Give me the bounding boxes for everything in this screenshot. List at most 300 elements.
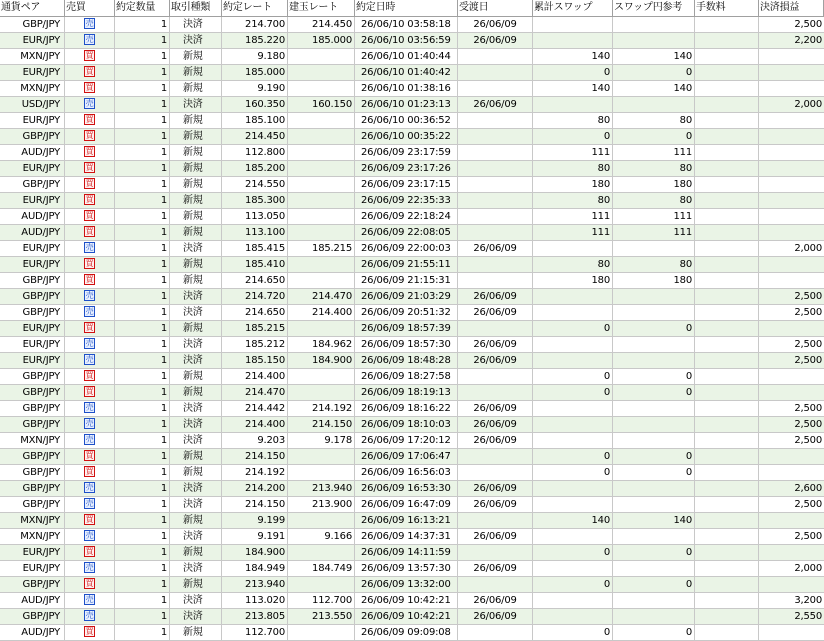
rate-cell: 214.150 bbox=[222, 497, 288, 512]
side-cell bbox=[65, 225, 115, 240]
rate-cell: 160.350 bbox=[222, 97, 288, 112]
close-rate-cell bbox=[288, 161, 355, 176]
side-cell bbox=[65, 609, 115, 624]
pl-cell bbox=[759, 385, 824, 400]
sell-badge-icon: 売 bbox=[85, 418, 94, 428]
rate-cell: 184.900 bbox=[222, 545, 288, 560]
qty-cell: 1 bbox=[115, 481, 170, 496]
table-row[interactable] bbox=[0, 257, 824, 273]
side-cell bbox=[65, 401, 115, 416]
rate-cell: 214.470 bbox=[222, 385, 288, 400]
fee-cell bbox=[695, 129, 759, 144]
close-rate-cell: 184.900 bbox=[288, 353, 355, 368]
pair-cell: EUR/JPY bbox=[0, 321, 65, 336]
swap-cell: 111 bbox=[533, 225, 613, 240]
date-cell: 26/06/09 21:55:11 bbox=[355, 257, 458, 272]
date-cell: 26/06/09 13:32:00 bbox=[355, 577, 458, 592]
pl-cell: 2,500 bbox=[794, 339, 822, 350]
close-rate-cell: 160.150 bbox=[288, 97, 355, 112]
header-pl[interactable]: 決済損益 bbox=[759, 0, 824, 16]
side-cell bbox=[65, 385, 115, 400]
table-row[interactable] bbox=[0, 577, 824, 593]
buy-badge-icon: 買 bbox=[85, 370, 94, 380]
swap-cell bbox=[533, 289, 613, 304]
pl-cell bbox=[759, 577, 824, 592]
side-cell bbox=[65, 417, 115, 432]
side-cell bbox=[65, 193, 115, 208]
fee-cell bbox=[695, 529, 759, 544]
table-row[interactable] bbox=[0, 337, 824, 353]
swap-ref-cell bbox=[613, 401, 695, 416]
swap-ref-cell: 0 bbox=[613, 625, 695, 640]
settle-cell: 26/06/09 bbox=[458, 353, 533, 368]
pair-cell: GBP/JPY bbox=[0, 289, 65, 304]
side-cell bbox=[65, 113, 115, 128]
fee-cell bbox=[695, 241, 759, 256]
fee-cell bbox=[695, 321, 759, 336]
table-row[interactable] bbox=[0, 193, 824, 209]
swap-cell bbox=[533, 17, 613, 32]
buy-badge-icon: 買 bbox=[85, 626, 94, 636]
date-cell: 26/06/10 01:40:42 bbox=[355, 65, 458, 80]
side-cell bbox=[65, 17, 115, 32]
close-rate-cell bbox=[288, 65, 355, 80]
pl-cell: 2,500 bbox=[794, 499, 822, 510]
pair-cell: GBP/JPY bbox=[0, 497, 65, 512]
settle-cell bbox=[458, 257, 533, 272]
date-cell: 26/06/09 22:00:03 bbox=[355, 241, 458, 256]
fee-cell bbox=[695, 353, 759, 368]
pl-cell bbox=[759, 161, 824, 176]
pair-cell: USD/JPY bbox=[0, 97, 65, 112]
close-rate-cell: 213.900 bbox=[288, 497, 355, 512]
table-row[interactable] bbox=[0, 305, 824, 321]
rate-cell: 185.215 bbox=[222, 321, 288, 336]
table-row[interactable] bbox=[0, 49, 824, 65]
buy-badge-icon: 買 bbox=[85, 466, 94, 476]
swap-ref-cell bbox=[613, 433, 695, 448]
type-cell: 決済 bbox=[170, 353, 222, 368]
swap-ref-cell: 111 bbox=[613, 225, 695, 240]
settle-cell bbox=[458, 369, 533, 384]
buy-badge-icon: 買 bbox=[85, 66, 94, 76]
close-rate-cell bbox=[288, 113, 355, 128]
settle-cell bbox=[458, 49, 533, 64]
pair-cell: GBP/JPY bbox=[0, 465, 65, 480]
settle-cell bbox=[458, 577, 533, 592]
table-row[interactable] bbox=[0, 33, 824, 49]
type-cell: 決済 bbox=[170, 33, 222, 48]
sell-badge-icon: 売 bbox=[85, 290, 94, 300]
pair-cell: EUR/JPY bbox=[0, 545, 65, 560]
type-cell: 新規 bbox=[170, 257, 222, 272]
header-fee[interactable]: 手数料 bbox=[695, 0, 759, 16]
date-cell: 26/06/09 22:18:24 bbox=[355, 209, 458, 224]
side-cell bbox=[65, 577, 115, 592]
swap-cell bbox=[533, 561, 613, 576]
rate-cell: 9.203 bbox=[222, 433, 288, 448]
pair-cell: EUR/JPY bbox=[0, 33, 65, 48]
side-cell bbox=[65, 337, 115, 352]
pl-cell bbox=[759, 65, 824, 80]
pl-cell bbox=[759, 465, 824, 480]
sell-badge-icon: 売 bbox=[85, 482, 94, 492]
side-cell bbox=[65, 145, 115, 160]
pl-cell: 2,000 bbox=[794, 563, 822, 574]
type-cell: 決済 bbox=[170, 17, 222, 32]
qty-cell: 1 bbox=[115, 497, 170, 512]
pl-cell: 2,000 bbox=[794, 243, 822, 254]
swap-cell: 140 bbox=[533, 513, 613, 528]
type-cell: 決済 bbox=[170, 593, 222, 608]
buy-badge-icon: 買 bbox=[85, 50, 94, 60]
swap-ref-cell: 80 bbox=[613, 113, 695, 128]
buy-badge-icon: 買 bbox=[85, 194, 94, 204]
date-cell: 26/06/09 16:47:09 bbox=[355, 497, 458, 512]
rate-cell: 213.805 bbox=[222, 609, 288, 624]
swap-cell: 0 bbox=[533, 321, 613, 336]
qty-cell: 1 bbox=[115, 161, 170, 176]
pl-cell: 3,200 bbox=[794, 595, 822, 606]
table-row[interactable] bbox=[0, 465, 824, 481]
type-cell: 新規 bbox=[170, 161, 222, 176]
swap-ref-cell: 0 bbox=[613, 449, 695, 464]
sell-badge-icon: 売 bbox=[85, 594, 94, 604]
table-row[interactable] bbox=[0, 545, 824, 561]
pl-cell bbox=[759, 49, 824, 64]
table-row[interactable] bbox=[0, 561, 824, 577]
settle-cell: 26/06/09 bbox=[458, 401, 533, 416]
header-side[interactable]: 売買 bbox=[65, 0, 115, 16]
qty-cell: 1 bbox=[115, 529, 170, 544]
header-rate[interactable]: 約定レート bbox=[222, 0, 288, 16]
fee-cell bbox=[695, 401, 759, 416]
date-cell: 26/06/10 03:56:59 bbox=[355, 33, 458, 48]
swap-cell: 80 bbox=[533, 257, 613, 272]
fee-cell bbox=[695, 369, 759, 384]
swap-ref-cell bbox=[613, 497, 695, 512]
pl-cell: 2,500 bbox=[794, 19, 822, 30]
swap-ref-cell bbox=[613, 289, 695, 304]
type-cell: 新規 bbox=[170, 625, 222, 640]
fee-cell bbox=[695, 145, 759, 160]
qty-cell: 1 bbox=[115, 289, 170, 304]
table-row[interactable] bbox=[0, 369, 824, 385]
settle-cell: 26/06/09 bbox=[458, 305, 533, 320]
table-row[interactable] bbox=[0, 529, 824, 545]
settle-cell: 26/06/09 bbox=[458, 241, 533, 256]
swap-ref-cell bbox=[613, 97, 695, 112]
swap-ref-cell: 111 bbox=[613, 209, 695, 224]
pair-cell: EUR/JPY bbox=[0, 337, 65, 352]
table-row[interactable] bbox=[0, 625, 824, 641]
rate-cell: 185.150 bbox=[222, 353, 288, 368]
qty-cell: 1 bbox=[115, 193, 170, 208]
settle-cell bbox=[458, 321, 533, 336]
qty-cell: 1 bbox=[115, 241, 170, 256]
pair-cell: EUR/JPY bbox=[0, 193, 65, 208]
side-cell bbox=[65, 497, 115, 512]
fee-cell bbox=[695, 417, 759, 432]
table-row[interactable] bbox=[0, 161, 824, 177]
type-cell: 決済 bbox=[170, 337, 222, 352]
qty-cell: 1 bbox=[115, 81, 170, 96]
table-row[interactable] bbox=[0, 273, 824, 289]
buy-badge-icon: 買 bbox=[85, 130, 94, 140]
type-cell: 決済 bbox=[170, 97, 222, 112]
qty-cell: 1 bbox=[115, 321, 170, 336]
pair-cell: MXN/JPY bbox=[0, 433, 65, 448]
qty-cell: 1 bbox=[115, 17, 170, 32]
qty-cell: 1 bbox=[115, 545, 170, 560]
buy-badge-icon: 買 bbox=[85, 114, 94, 124]
table-row[interactable] bbox=[0, 97, 824, 113]
type-cell: 決済 bbox=[170, 401, 222, 416]
date-cell: 26/06/09 20:51:32 bbox=[355, 305, 458, 320]
qty-cell: 1 bbox=[115, 177, 170, 192]
buy-badge-icon: 買 bbox=[85, 578, 94, 588]
date-cell: 26/06/09 18:48:28 bbox=[355, 353, 458, 368]
table-row[interactable] bbox=[0, 513, 824, 529]
table-row[interactable] bbox=[0, 129, 824, 145]
date-cell: 26/06/09 13:57:30 bbox=[355, 561, 458, 576]
type-cell: 決済 bbox=[170, 433, 222, 448]
type-cell: 新規 bbox=[170, 49, 222, 64]
sell-badge-icon: 売 bbox=[85, 434, 94, 444]
close-rate-cell bbox=[288, 449, 355, 464]
side-cell bbox=[65, 49, 115, 64]
rate-cell: 9.180 bbox=[222, 49, 288, 64]
type-cell: 新規 bbox=[170, 385, 222, 400]
qty-cell: 1 bbox=[115, 449, 170, 464]
header-swap-ref[interactable]: スワップ円参考 bbox=[613, 0, 695, 16]
rate-cell: 113.050 bbox=[222, 209, 288, 224]
swap-cell bbox=[533, 305, 613, 320]
table-row[interactable] bbox=[0, 497, 824, 513]
pair-cell: EUR/JPY bbox=[0, 353, 65, 368]
table-row[interactable] bbox=[0, 417, 824, 433]
header-date[interactable]: 約定日時 bbox=[355, 0, 458, 16]
qty-cell: 1 bbox=[115, 65, 170, 80]
close-rate-cell: 214.192 bbox=[288, 401, 355, 416]
close-rate-cell: 214.450 bbox=[288, 17, 355, 32]
type-cell: 新規 bbox=[170, 465, 222, 480]
close-rate-cell: 213.940 bbox=[288, 481, 355, 496]
settle-cell bbox=[458, 177, 533, 192]
fee-cell bbox=[695, 513, 759, 528]
table-row[interactable] bbox=[0, 65, 824, 81]
table-row[interactable] bbox=[0, 289, 824, 305]
table-row[interactable] bbox=[0, 145, 824, 161]
qty-cell: 1 bbox=[115, 369, 170, 384]
date-cell: 26/06/09 17:06:47 bbox=[355, 449, 458, 464]
table-row[interactable] bbox=[0, 81, 824, 97]
rate-cell: 9.190 bbox=[222, 81, 288, 96]
table-row[interactable] bbox=[0, 433, 824, 449]
settle-cell: 26/06/09 bbox=[458, 417, 533, 432]
pair-cell: GBP/JPY bbox=[0, 305, 65, 320]
table-row[interactable] bbox=[0, 449, 824, 465]
type-cell: 新規 bbox=[170, 177, 222, 192]
table-row[interactable] bbox=[0, 401, 824, 417]
qty-cell: 1 bbox=[115, 113, 170, 128]
qty-cell: 1 bbox=[115, 513, 170, 528]
type-cell: 新規 bbox=[170, 369, 222, 384]
pl-cell: 2,200 bbox=[794, 35, 822, 46]
date-cell: 26/06/09 23:17:26 bbox=[355, 161, 458, 176]
close-rate-cell bbox=[288, 145, 355, 160]
qty-cell: 1 bbox=[115, 305, 170, 320]
close-rate-cell bbox=[288, 81, 355, 96]
swap-ref-cell bbox=[613, 17, 695, 32]
type-cell: 決済 bbox=[170, 289, 222, 304]
swap-cell bbox=[533, 481, 613, 496]
swap-ref-cell: 180 bbox=[613, 273, 695, 288]
table-row[interactable] bbox=[0, 113, 824, 129]
side-cell bbox=[65, 273, 115, 288]
pl-cell bbox=[759, 545, 824, 560]
header-close-rate[interactable]: 建玉レート bbox=[288, 0, 355, 16]
pl-cell: 2,500 bbox=[794, 355, 822, 366]
pair-cell: EUR/JPY bbox=[0, 113, 65, 128]
close-rate-cell bbox=[288, 273, 355, 288]
sell-badge-icon: 売 bbox=[85, 338, 94, 348]
swap-cell bbox=[533, 401, 613, 416]
pair-cell: AUD/JPY bbox=[0, 145, 65, 160]
pair-cell: EUR/JPY bbox=[0, 161, 65, 176]
fee-cell bbox=[695, 193, 759, 208]
date-cell: 26/06/09 23:17:59 bbox=[355, 145, 458, 160]
table-row[interactable] bbox=[0, 385, 824, 401]
table-row[interactable] bbox=[0, 177, 824, 193]
pl-cell bbox=[759, 449, 824, 464]
fee-cell bbox=[695, 97, 759, 112]
swap-ref-cell: 0 bbox=[613, 321, 695, 336]
table-row[interactable] bbox=[0, 593, 824, 609]
swap-ref-cell: 140 bbox=[613, 513, 695, 528]
pair-cell: GBP/JPY bbox=[0, 17, 65, 32]
qty-cell: 1 bbox=[115, 433, 170, 448]
buy-badge-icon: 買 bbox=[85, 162, 94, 172]
swap-cell: 0 bbox=[533, 385, 613, 400]
swap-cell bbox=[533, 33, 613, 48]
qty-cell: 1 bbox=[115, 401, 170, 416]
date-cell: 26/06/09 16:13:21 bbox=[355, 513, 458, 528]
type-cell: 新規 bbox=[170, 273, 222, 288]
table-row[interactable] bbox=[0, 209, 824, 225]
pair-cell: EUR/JPY bbox=[0, 241, 65, 256]
settle-cell bbox=[458, 113, 533, 128]
fee-cell bbox=[695, 385, 759, 400]
swap-ref-cell bbox=[613, 241, 695, 256]
pair-cell: EUR/JPY bbox=[0, 65, 65, 80]
date-cell: 26/06/10 03:58:18 bbox=[355, 17, 458, 32]
table-body bbox=[0, 17, 824, 641]
type-cell: 新規 bbox=[170, 209, 222, 224]
swap-cell: 140 bbox=[533, 49, 613, 64]
table-row[interactable] bbox=[0, 321, 824, 337]
side-cell bbox=[65, 593, 115, 608]
pl-cell bbox=[759, 257, 824, 272]
qty-cell: 1 bbox=[115, 561, 170, 576]
header-settle[interactable]: 受渡日 bbox=[458, 0, 533, 16]
swap-ref-cell: 0 bbox=[613, 577, 695, 592]
swap-cell bbox=[533, 593, 613, 608]
header-qty[interactable]: 約定数量 bbox=[115, 0, 170, 16]
type-cell: 新規 bbox=[170, 65, 222, 80]
fee-cell bbox=[695, 49, 759, 64]
swap-cell bbox=[533, 609, 613, 624]
rate-cell: 185.220 bbox=[222, 33, 288, 48]
rate-cell: 213.940 bbox=[222, 577, 288, 592]
qty-cell: 1 bbox=[115, 145, 170, 160]
pl-cell bbox=[759, 113, 824, 128]
settle-cell bbox=[458, 449, 533, 464]
header-swap[interactable]: 累計スワップ bbox=[533, 0, 613, 16]
rate-cell: 112.700 bbox=[222, 625, 288, 640]
settle-cell bbox=[458, 385, 533, 400]
swap-ref-cell: 0 bbox=[613, 129, 695, 144]
type-cell: 決済 bbox=[170, 305, 222, 320]
table-row[interactable] bbox=[0, 353, 824, 369]
header-type[interactable]: 取引種類 bbox=[170, 0, 222, 16]
table-row[interactable] bbox=[0, 241, 824, 257]
swap-cell: 180 bbox=[533, 177, 613, 192]
pl-cell bbox=[759, 209, 824, 224]
close-rate-cell bbox=[288, 385, 355, 400]
buy-badge-icon: 買 bbox=[85, 386, 94, 396]
table-row[interactable] bbox=[0, 609, 824, 625]
settle-cell bbox=[458, 65, 533, 80]
close-rate-cell bbox=[288, 257, 355, 272]
date-cell: 26/06/10 01:38:16 bbox=[355, 81, 458, 96]
rate-cell: 214.650 bbox=[222, 305, 288, 320]
pair-cell: GBP/JPY bbox=[0, 417, 65, 432]
side-cell bbox=[65, 481, 115, 496]
pair-cell: MXN/JPY bbox=[0, 513, 65, 528]
type-cell: 新規 bbox=[170, 513, 222, 528]
table-row[interactable] bbox=[0, 225, 824, 241]
pl-cell bbox=[759, 81, 824, 96]
qty-cell: 1 bbox=[115, 273, 170, 288]
close-rate-cell: 184.962 bbox=[288, 337, 355, 352]
pl-cell: 2,500 bbox=[794, 291, 822, 302]
type-cell: 決済 bbox=[170, 481, 222, 496]
table-row[interactable] bbox=[0, 481, 824, 497]
buy-badge-icon: 買 bbox=[85, 274, 94, 284]
swap-ref-cell: 80 bbox=[613, 257, 695, 272]
side-cell bbox=[65, 209, 115, 224]
pair-cell: GBP/JPY bbox=[0, 609, 65, 624]
header-pair[interactable]: 通貨ペア bbox=[0, 0, 65, 16]
settle-cell bbox=[458, 225, 533, 240]
pl-cell bbox=[759, 177, 824, 192]
swap-cell: 0 bbox=[533, 545, 613, 560]
side-cell bbox=[65, 257, 115, 272]
pair-cell: EUR/JPY bbox=[0, 257, 65, 272]
rate-cell: 214.200 bbox=[222, 481, 288, 496]
date-cell: 26/06/09 18:16:22 bbox=[355, 401, 458, 416]
table-row[interactable] bbox=[0, 17, 824, 33]
swap-cell: 0 bbox=[533, 369, 613, 384]
side-cell bbox=[65, 33, 115, 48]
date-cell: 26/06/09 18:10:03 bbox=[355, 417, 458, 432]
type-cell: 新規 bbox=[170, 225, 222, 240]
swap-cell: 0 bbox=[533, 449, 613, 464]
rate-cell: 214.442 bbox=[222, 401, 288, 416]
type-cell: 決済 bbox=[170, 529, 222, 544]
side-cell bbox=[65, 241, 115, 256]
